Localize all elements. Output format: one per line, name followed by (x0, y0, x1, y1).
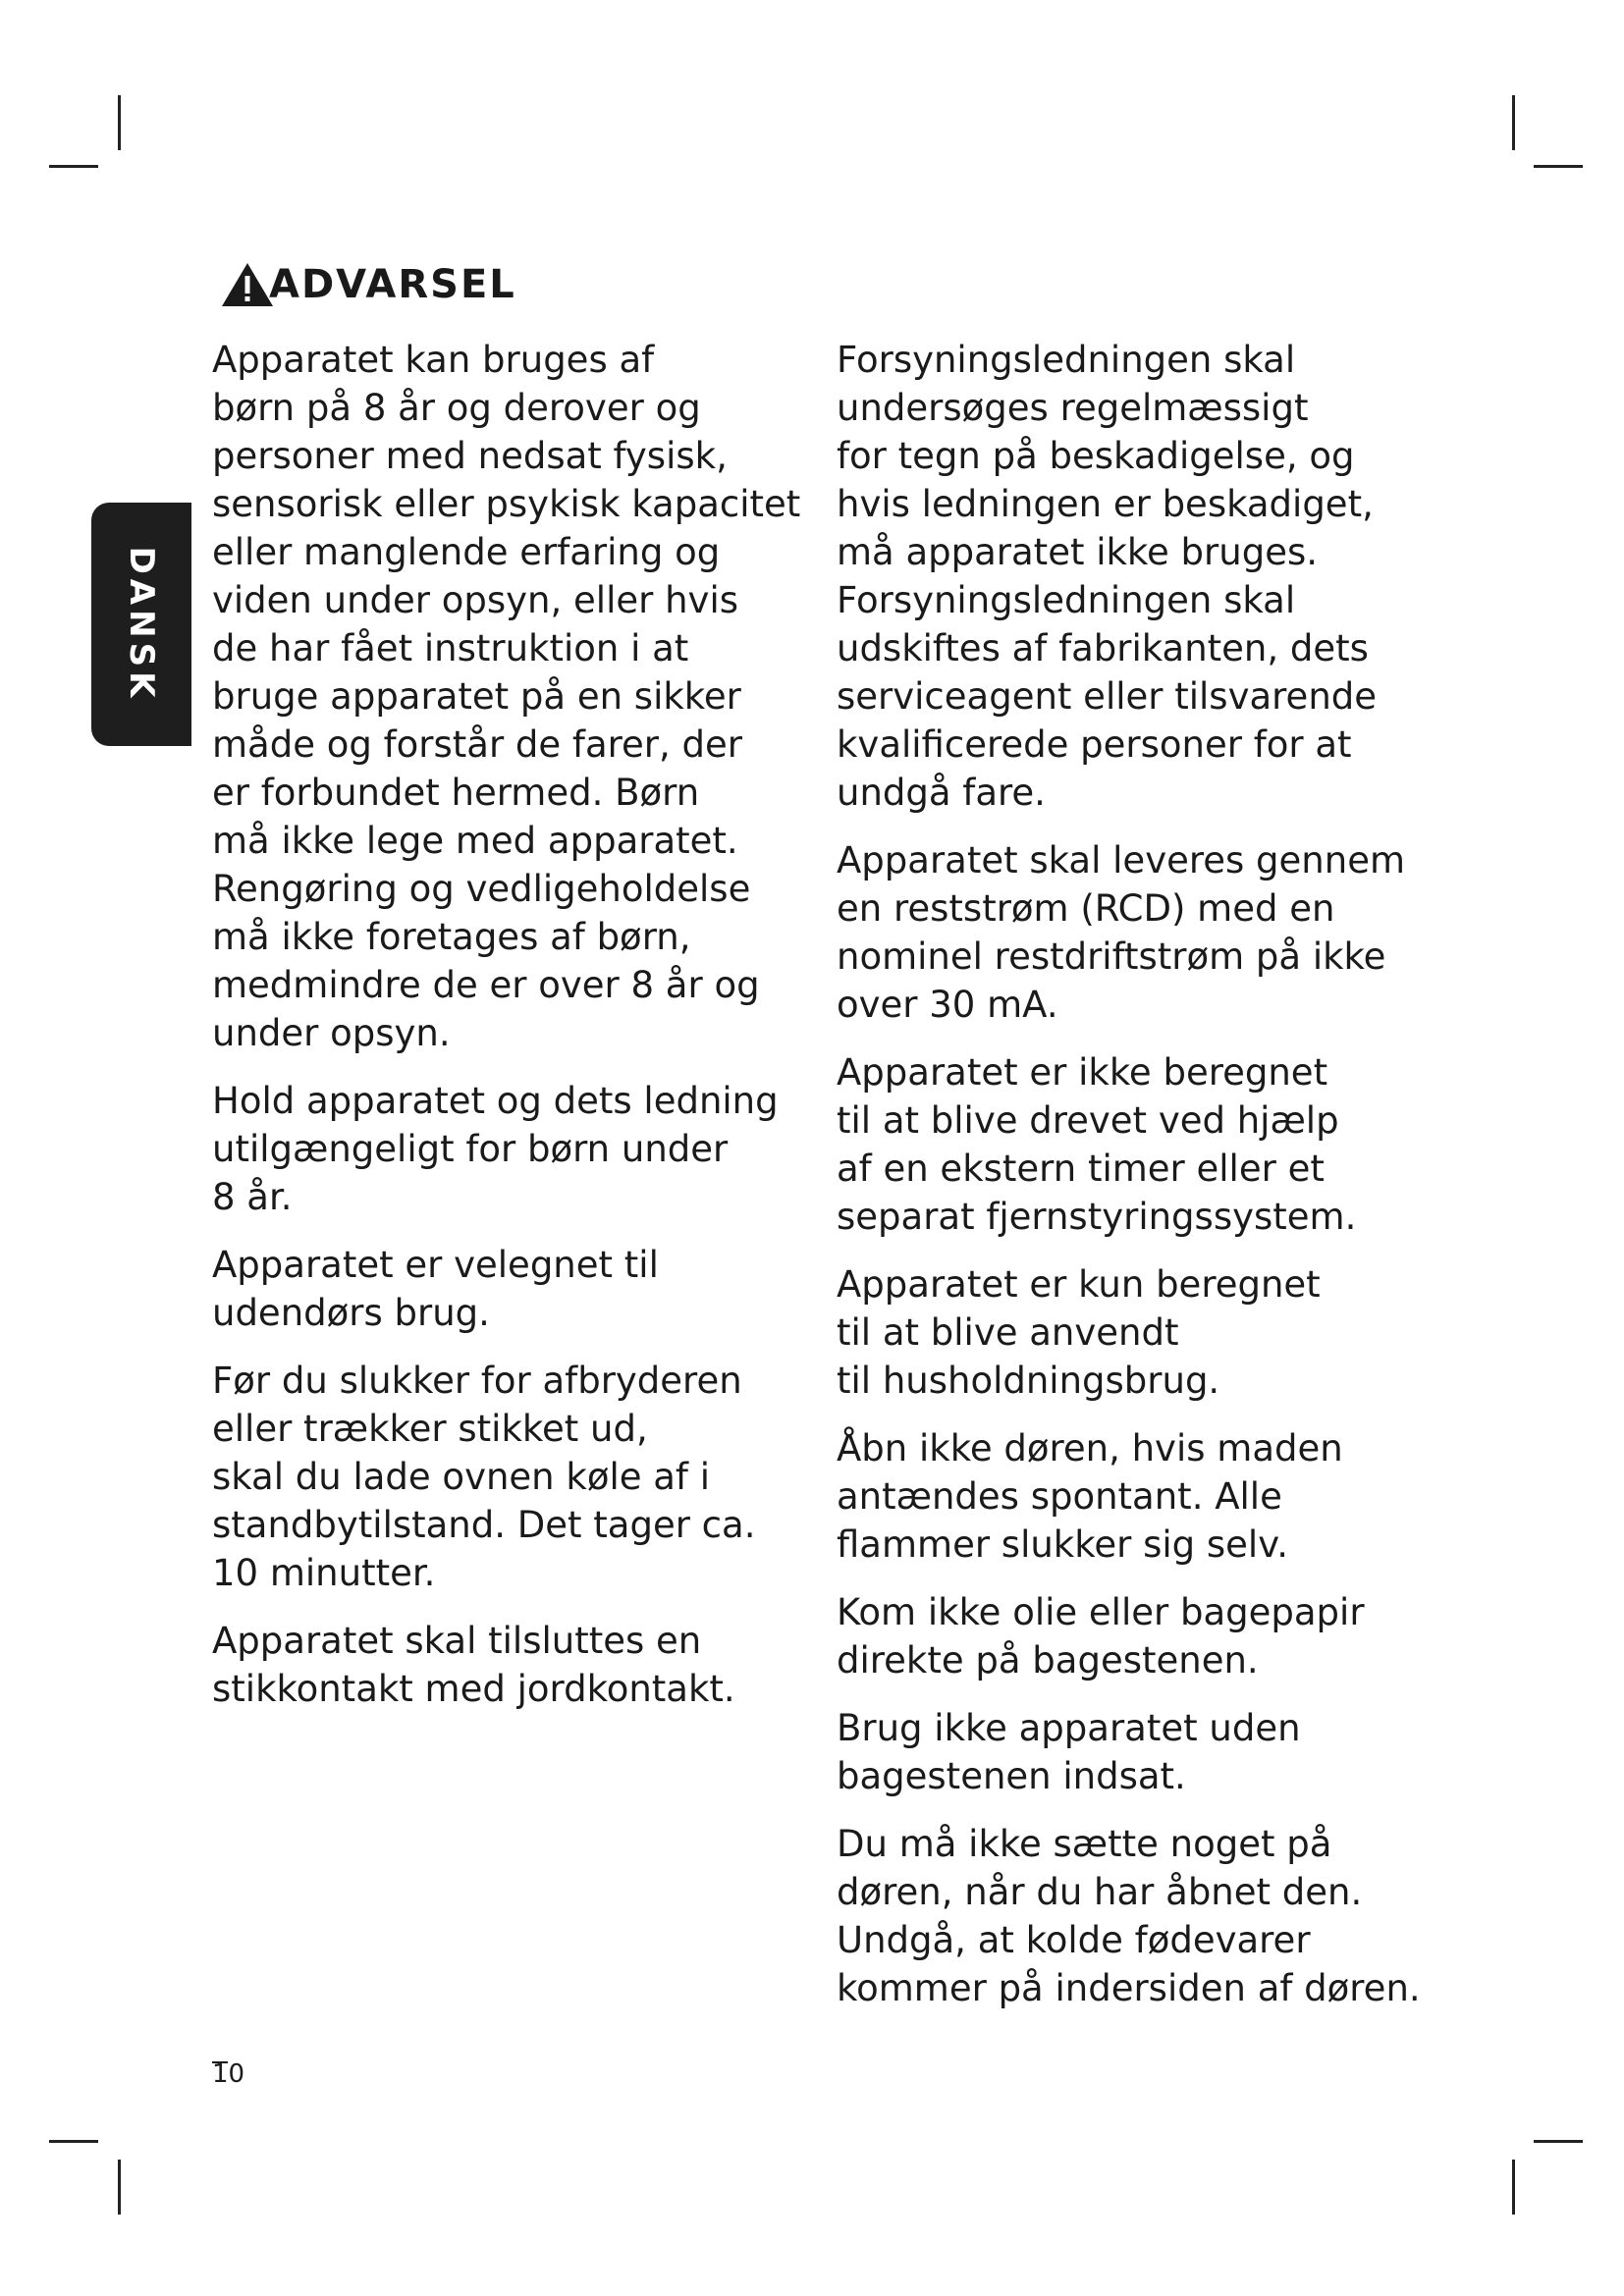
paragraph: Apparatet er ikke beregnet til at blive drevet ved hjælp af en ekstern timer eller et separat fjernstyringssystem. (837, 1051, 1357, 1238)
paragraph: Før du slukker for afbryderen eller trækker stikket ud, skal du lade ovnen køle af i standbytilstand. Det tager ca. 10 minutter. (212, 1360, 756, 1594)
language-side-tab-label: DANSK (122, 546, 161, 703)
paragraph: Apparatet skal tilsluttes en stikkontakt med jordkontakt. (212, 1620, 735, 1710)
warning-triangle-icon (220, 260, 275, 309)
page-number: 10 (212, 2059, 245, 2089)
crop-mark-bottom-right-vertical (1512, 2160, 1515, 2215)
crop-mark-top-right-vertical (1512, 95, 1515, 150)
paragraph: Apparatet er velegnet til udendørs brug. (212, 1244, 659, 1334)
crop-mark-top-left-vertical (118, 95, 121, 150)
right-text-column (837, 336, 1465, 2032)
paragraph: Hold apparatet og dets ledning utilgængeligt for børn under 8 år. (212, 1080, 779, 1218)
left-text-column (212, 336, 801, 1733)
crop-mark-bottom-left-vertical (118, 2160, 121, 2215)
paragraph: Du må ikke sætte noget på døren, når du har åbnet den. Undgå, at kolde fødevarer kommer på indersiden af døren. (837, 1823, 1421, 2009)
paragraph: Forsyningsledningen skal undersøges regelmæssigt for tegn på beskadigelse, og hvis ledningen er beskadiget, må apparatet ikke bruges. Forsyningsledningen skal udskiftes af fabrikanten, dets serviceagent eller tilsvarende kvalificerede personer for at undgå fare. (837, 339, 1378, 814)
paragraph: Apparatet skal leveres gennem en reststrøm (RCD) med en nominel restdriftstrøm på ikke over 30 mA. (837, 839, 1406, 1026)
crop-mark-bottom-left-horizontal (49, 2140, 98, 2143)
crop-mark-bottom-right-horizontal (1534, 2140, 1583, 2143)
crop-mark-top-right-horizontal (1534, 165, 1583, 168)
paragraph: Kom ikke olie eller bagepapir direkte på bagestenen. (837, 1591, 1365, 1682)
crop-mark-top-left-horizontal (49, 165, 98, 168)
paragraph: Brug ikke apparatet uden bagestenen indsat. (837, 1707, 1301, 1797)
warning-heading (220, 257, 516, 312)
paragraph: Apparatet kan bruges af børn på 8 år og derover og personer med nedsat fysisk, sensorisk eller psykisk kapacitet eller manglende erfaring og viden under opsyn, eller hvis de har fået instruktion i at bruge apparatet på en sikker måde og forstår de farer, der er forbundet hermed. Børn må ikke lege med apparatet. Rengøring og vedligeholdelse må ikke foretages af børn, medmindre de er over 8 år og under opsyn. (212, 339, 801, 1054)
paragraph: Åbn ikke døren, hvis maden antændes spontant. Alle flammer slukker sig selv. (837, 1427, 1343, 1566)
paragraph: Apparatet er kun beregnet til at blive anvendt til husholdningsbrug. (837, 1263, 1321, 1402)
warning-heading-label: ADVARSEL (269, 262, 516, 307)
